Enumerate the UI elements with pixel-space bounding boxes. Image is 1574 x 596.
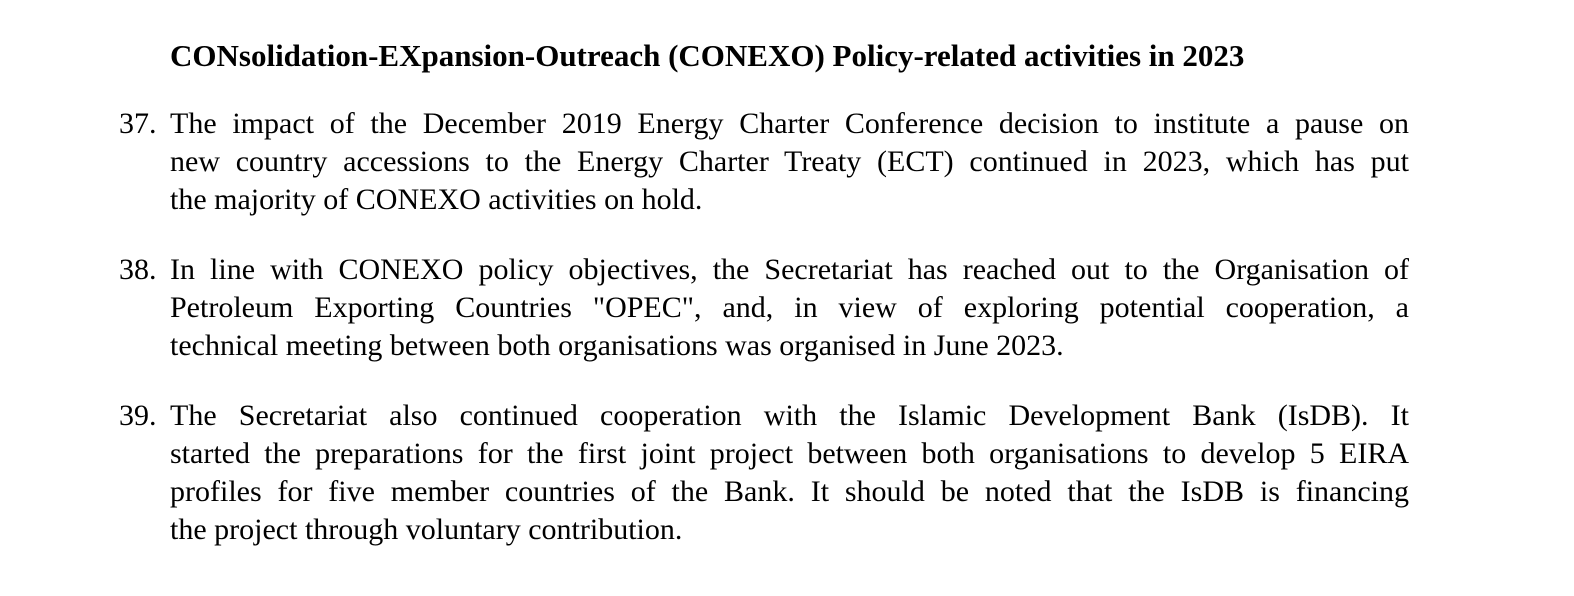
paragraph-39: [119, 397, 1409, 549]
paragraph-line: started the preparations for the first joint project between both organisations to develop 5 EIRA: [170, 437, 1409, 470]
paragraph-line: the project through voluntary contribution.: [170, 513, 683, 546]
paragraph-text: [170, 397, 1409, 549]
paragraph-line: new country accessions to the Energy Charter Treaty (ECT) continued in 2023, which has put: [170, 145, 1409, 178]
section-heading: CONsolidation-EXpansion-Outreach (CONEXO) Policy-related activities in 2023: [170, 38, 1245, 73]
paragraph-line: The impact of the December 2019 Energy Charter Conference decision to institute a pause on: [170, 107, 1409, 140]
paragraph-line: profiles for five member countries of the Bank. It should be noted that the IsDB is financing: [170, 475, 1409, 508]
paragraph-text: [170, 251, 1409, 365]
paragraph-37: [119, 105, 1409, 219]
paragraph-number: 37.: [119, 107, 157, 140]
paragraph-line: the majority of CONEXO activities on hold.: [170, 183, 703, 216]
paragraph-number: 38.: [119, 253, 157, 286]
paragraph-number: 39.: [119, 399, 157, 432]
paragraph-line: The Secretariat also continued cooperation with the Islamic Development Bank (IsDB). It: [170, 399, 1409, 432]
paragraph-line: Petroleum Exporting Countries "OPEC", and, in view of exploring potential cooperation, a: [170, 291, 1409, 324]
paragraph-38: [119, 251, 1409, 365]
paragraph-text: [170, 105, 1409, 219]
paragraph-line: In line with CONEXO policy objectives, the Secretariat has reached out to the Organisation of: [170, 253, 1409, 286]
paragraph-line: technical meeting between both organisations was organised in June 2023.: [170, 329, 1064, 362]
